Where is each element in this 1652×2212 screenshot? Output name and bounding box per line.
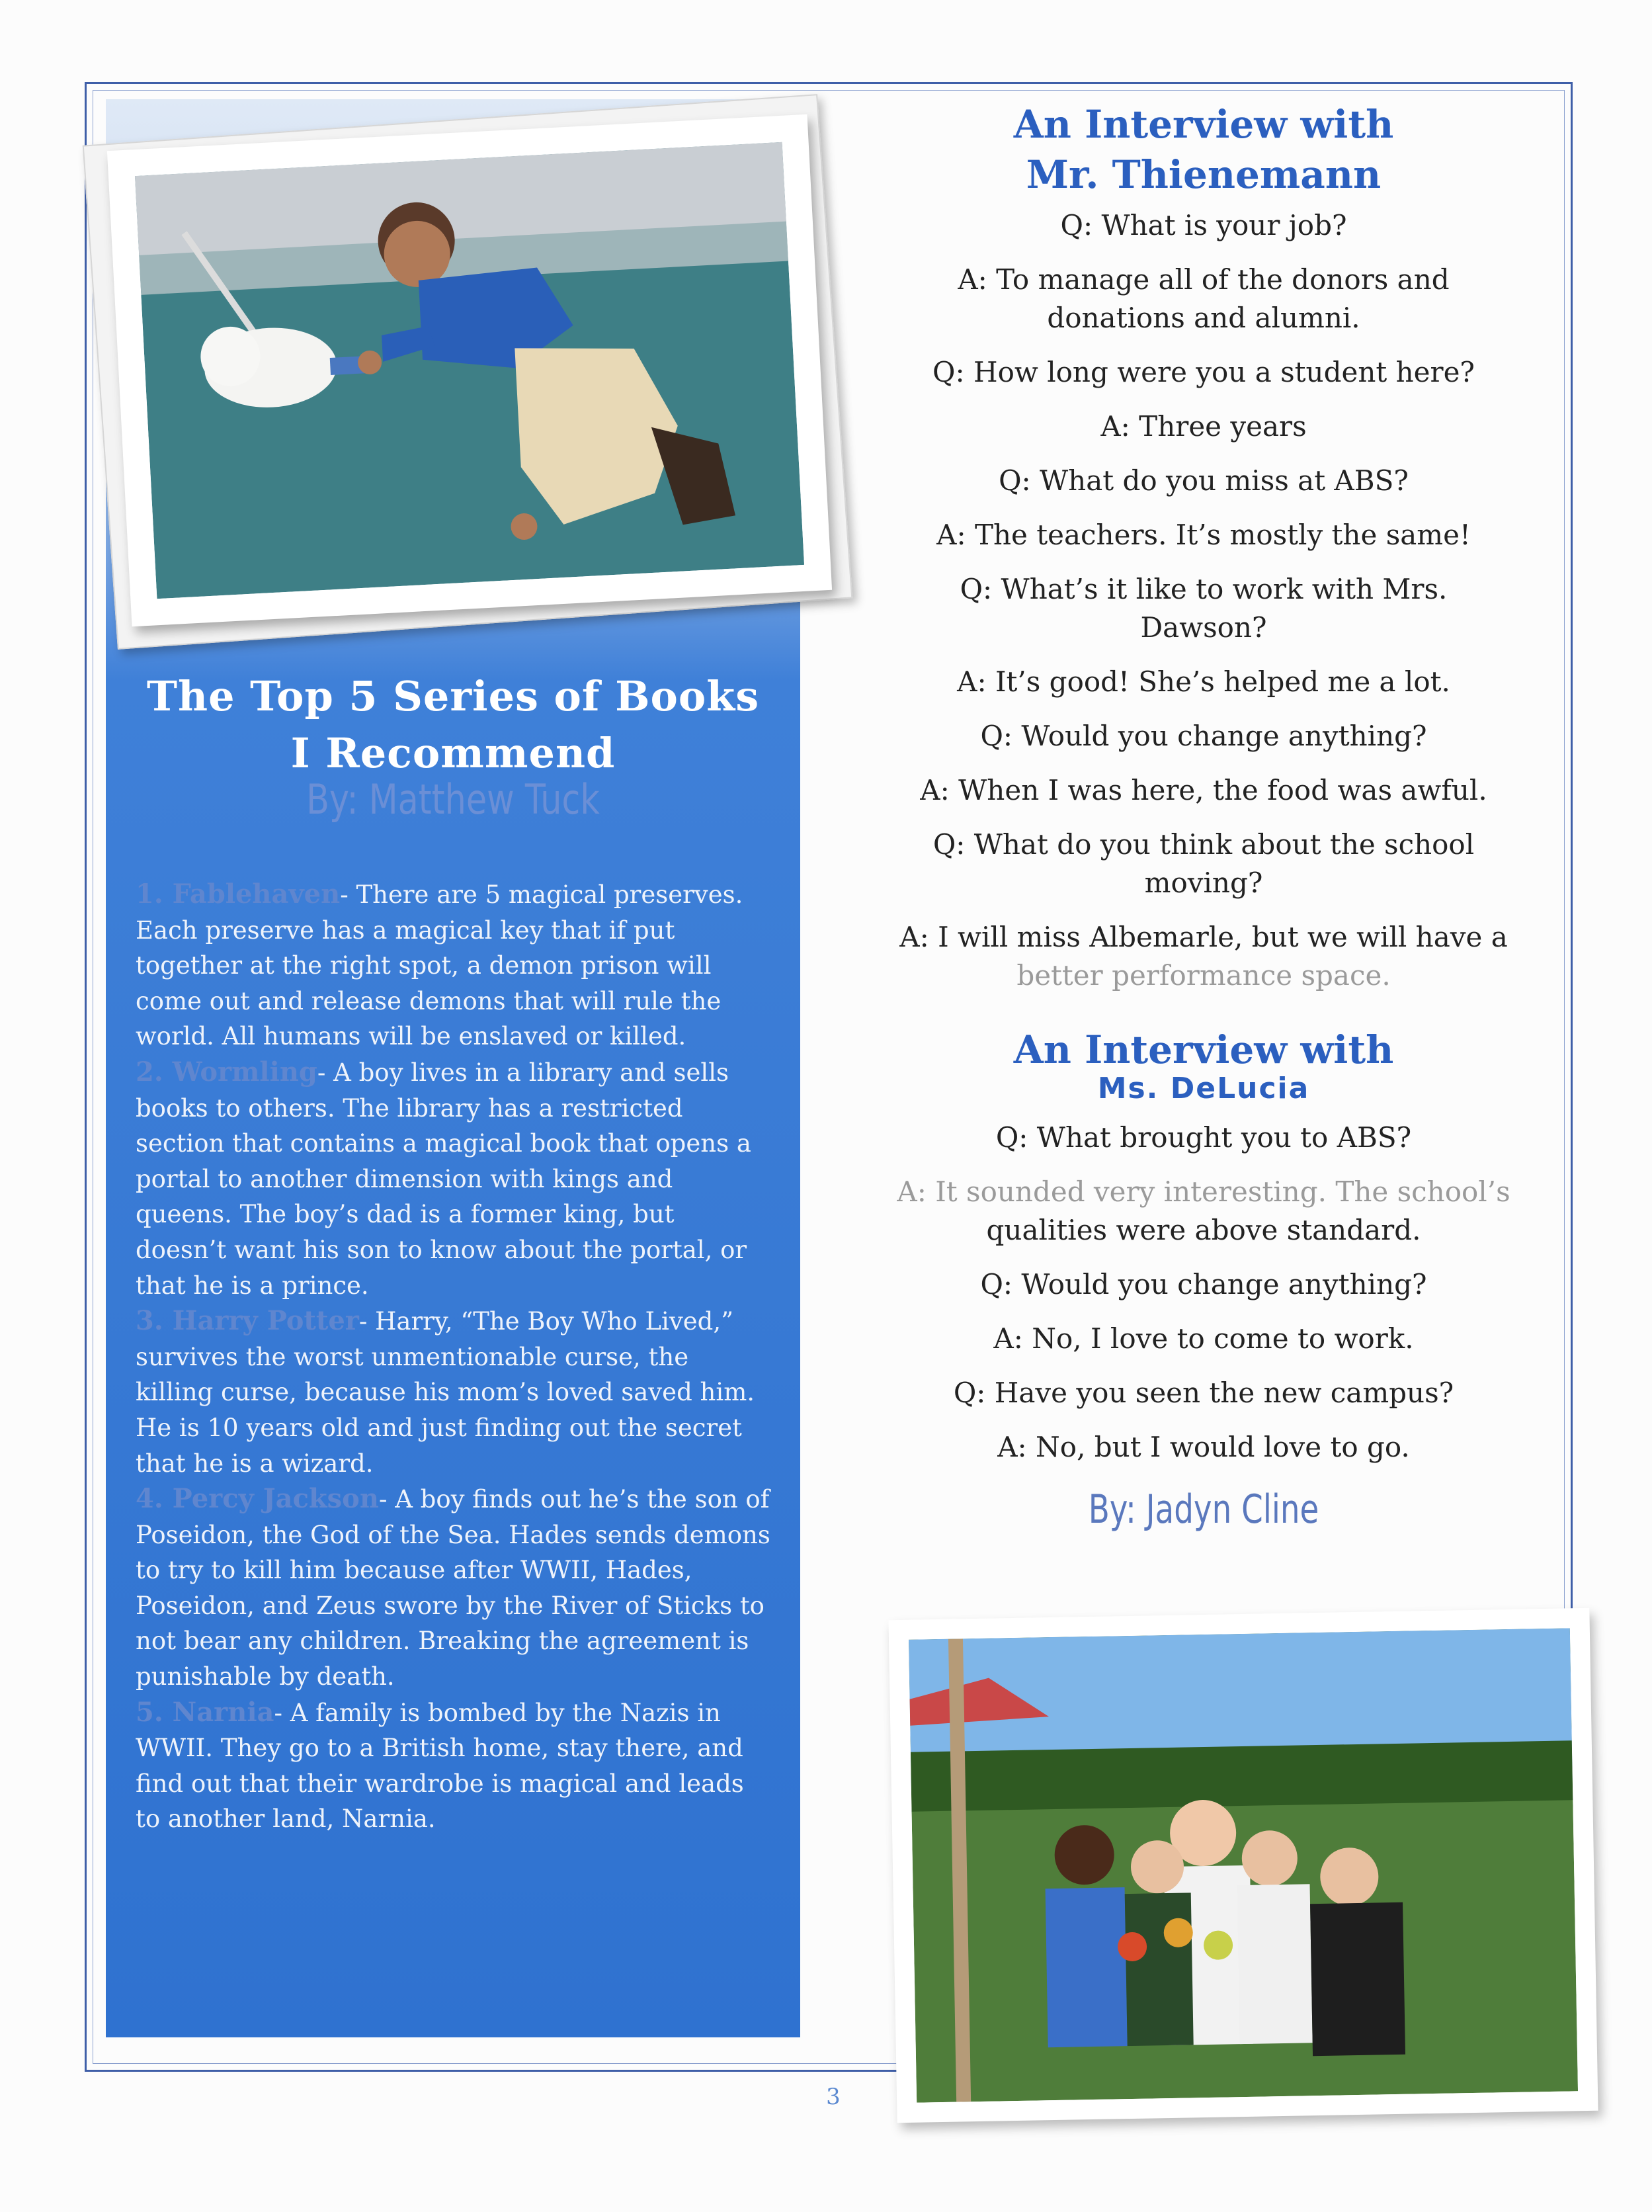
qa-line: A: It’s good! She’s helped me a lot. (957, 665, 1450, 698)
interview1-title-line2: Mr. Thienemann (1026, 152, 1382, 197)
book-item (136, 1303, 770, 1481)
book-description: - Harry, “The Boy Who Lived,” survives the worst unmentionable curse, the killing curse, because his mom’s loved saved him. He is 10 years old and just finding out the secret that he is a wizard. (136, 1307, 755, 1478)
qa-line: Q: What is your job? (1060, 209, 1347, 241)
photo-group-apple-picking (888, 1608, 1598, 2123)
books-title (112, 668, 794, 782)
qa-line: A: When I was here, the food was awful. (920, 774, 1487, 806)
qa-line: Q: Have you seen the new campus? (953, 1377, 1454, 1409)
qa-line: Q: Would you change anything? (980, 720, 1427, 752)
book-name: 3. Harry Potter (136, 1305, 359, 1337)
books-byline: By: Matthew Tuck (306, 775, 600, 824)
books-list (136, 876, 770, 1837)
book-name: 1. Fablehaven (136, 878, 341, 910)
book-description: - A family is bombed by the Nazis in WWII. They go to a British home, stay there, and find out that their wardrobe is magical and leads to another land, Narnia. (136, 1698, 744, 1834)
book-item (136, 876, 770, 1054)
qa-line: Q: How long were you a student here? (932, 356, 1475, 388)
book-name: 4. Percy Jackson (136, 1483, 379, 1515)
qa-line: A: The teachers. It’s mostly the same! (936, 519, 1471, 551)
qa-line: Q: What brought you to ABS? (995, 1121, 1412, 1154)
book-description: - A boy finds out he’s the son of Poseidon, the God of the Sea. Hades sends demons to try to kill him because after WWII, Hades, Poseidon, and Zeus swore by the River of Sticks to not bear any children. Breaking the agreement is punishable by death. (136, 1485, 770, 1691)
interviews-column (853, 99, 1554, 1533)
interview1-title (853, 99, 1554, 200)
qa-line: A: To manage all of the donors and donations and alumni. (958, 263, 1450, 334)
page-number: 3 (826, 2084, 841, 2110)
book-name: 5. Narnia (136, 1696, 274, 1728)
qa-line: Q: What do you think about the school moving? (932, 828, 1475, 899)
book-name: 2. Wormling (136, 1056, 317, 1087)
interview2-title (853, 1028, 1554, 1072)
qa-line: Q: What do you miss at ABS? (999, 464, 1409, 497)
qa-line: Q: What’s it like to work with Mrs. Dawson? (960, 573, 1448, 644)
interview2-byline: By: Jadyn Cline (1088, 1486, 1319, 1533)
book-description: - There are 5 magical preserves. Each preserve has a magical key that if put together at the right spot, a demon prison will come out and release demons that will rule the world. All humans will be enslaved or killed. (136, 880, 743, 1051)
qa-line: qualities were above standard. (986, 1214, 1421, 1246)
qa-line: better performance space. (1016, 959, 1391, 992)
interview2-title-line2: Ms. DeLucia (1097, 1072, 1310, 1105)
photo-boy-with-dog (107, 114, 832, 626)
book-item (136, 1695, 770, 1837)
qa-line: A: I will miss Albemarle, but we will have a (899, 921, 1508, 953)
books-title-line1: The Top 5 Series of Books (146, 672, 760, 720)
books-title-line2: I Recommend (290, 729, 616, 777)
books-article (112, 622, 794, 2031)
book-item (136, 1481, 770, 1695)
qa-line: A: No, but I would love to go. (997, 1431, 1410, 1463)
book-item (136, 1054, 770, 1303)
interview1-title-line1: An Interview with (1013, 102, 1394, 147)
qa-line: A: Three years (1100, 410, 1307, 443)
book-description: - A boy lives in a library and sells books to others. The library has a restricted section that contains a magical book that opens a portal to another dimension with kings and queens. The boy’s dad is a former king, but doesn’t want his son to know about the portal, or that he is a prince. (136, 1058, 751, 1300)
qa-line: A: No, I love to come to work. (993, 1322, 1414, 1355)
interview2-title-line1: An Interview with (1013, 1027, 1394, 1072)
qa-line: A: It sounded very interesting. The school’s (897, 1175, 1510, 1208)
qa-line: Q: Would you change anything? (980, 1268, 1427, 1300)
